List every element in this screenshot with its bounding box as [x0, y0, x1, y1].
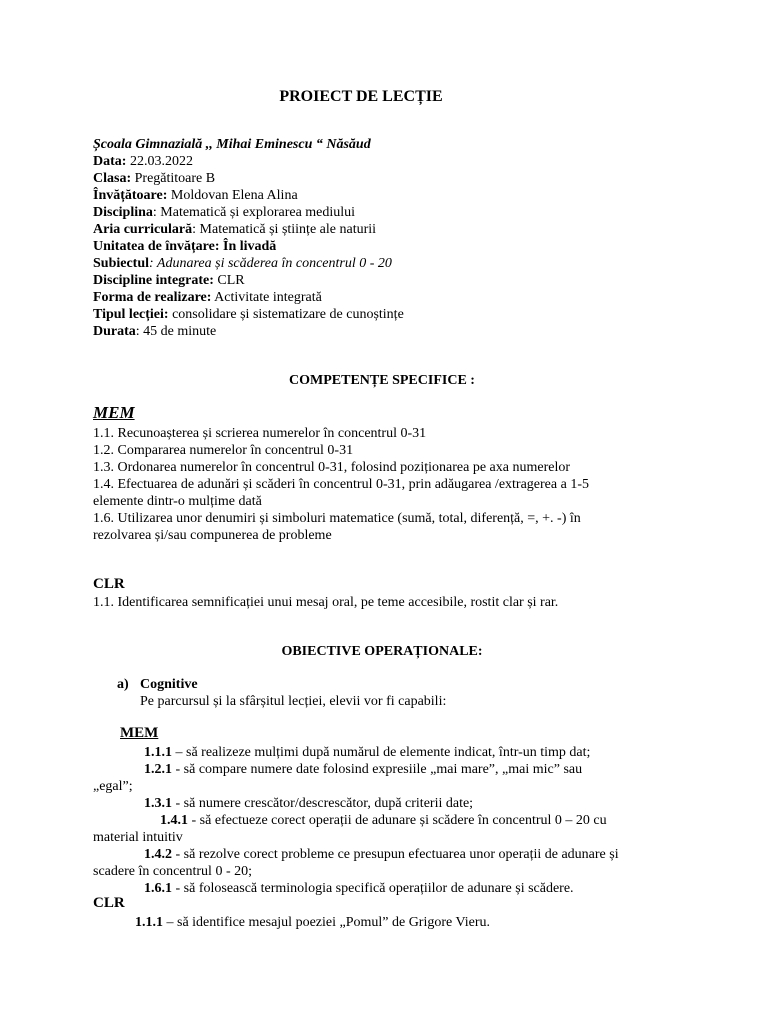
- competente-heading: COMPETENȚE SPECIFICE :: [289, 373, 475, 388]
- info-integrated-disciplines: Discipline integrate: CLR: [93, 273, 245, 288]
- obiective-clr-heading: CLR: [93, 895, 125, 911]
- obiective-mem-heading: MEM: [120, 725, 159, 741]
- competenta-line: elemente dintr-o mulțime dată: [93, 494, 262, 509]
- objective-item: 1.2.1 - să compare numere date folosind expresiile „mai mare”, „mai mic” sau: [144, 762, 583, 777]
- info-learning-unit: Unitatea de învățare: În livadă: [93, 239, 277, 254]
- competenta-line: 1.3. Ordonarea numerelor în concentrul 0-31, folosind poziționarea pe axa numerelor: [93, 460, 570, 475]
- info-form: Forma de realizare: Activitate integrată: [93, 290, 322, 305]
- competenta-clr-line: 1.1. Identificarea semnificației unui mesaj oral, pe teme accesibile, rostit clar și rar.: [93, 595, 559, 610]
- info-teacher: Învățătoare: Moldovan Elena Alina: [93, 188, 298, 203]
- objective-item: 1.4.2 - să rezolve corect probleme ce presupun efectuarea unor operații de adunare și: [144, 847, 619, 862]
- objective-item-continuation: scadere în concentrul 0 - 20;: [93, 864, 252, 879]
- info-duration: Durata: 45 de minute: [93, 324, 217, 339]
- competenta-line: 1.2. Compararea numerelor în concentrul 0-31: [93, 443, 354, 458]
- competenta-line: 1.1. Recunoașterea și scrierea numerelor în concentrul 0-31: [93, 426, 427, 441]
- info-curricular-area: Aria curriculară: Matematică și științe ale naturii: [93, 222, 377, 237]
- competenta-line: 1.4. Efectuarea de adunări și scăderi în concentrul 0-31, prin adăugarea /extragerea a 1-5: [93, 477, 589, 492]
- objective-item-continuation: „egal”;: [93, 779, 133, 794]
- info-discipline: Disciplina: Matematică și explorarea mediului: [93, 205, 356, 220]
- objective-clr-item: 1.1.1 – să identifice mesajul poeziei „Pomul” de Grigore Vieru.: [135, 915, 491, 930]
- objective-item-continuation: material intuitiv: [93, 830, 183, 845]
- school-name: Școala Gimnazială ,, Mihai Eminescu “ Năsăud: [93, 137, 371, 152]
- info-subject: Subiectul: Adunarea și scăderea în concentrul 0 - 20: [93, 256, 392, 271]
- objective-item: 1.3.1 - să numere crescător/descrescător, după criterii date;: [144, 796, 474, 811]
- competente-clr-heading: CLR: [93, 576, 125, 592]
- page-title: PROIECT DE LECȚIE: [279, 88, 443, 105]
- objective-item: 1.4.1 - să efectueze corect operații de adunare și scădere în concentrul 0 – 20 cu: [160, 813, 607, 828]
- competenta-line: 1.6. Utilizarea unor denumiri și simboluri matematice (sumă, total, diferență, =, +. -) în: [93, 511, 581, 526]
- info-date: Data: 22.03.2022: [93, 154, 193, 169]
- obiective-a-label: a): [117, 677, 129, 692]
- info-class: Clasa: Pregătitoare B: [93, 171, 216, 186]
- competenta-line: rezolvarea și/sau compunerea de probleme: [93, 528, 332, 543]
- objective-item: 1.6.1 - să folosească terminologia specifică operațiilor de adunare și scădere.: [144, 881, 574, 896]
- competente-mem-heading: MEM: [93, 403, 135, 422]
- objective-item: 1.1.1 – să realizeze mulțimi după numărul de elemente indicat, într-un timp dat;: [144, 745, 591, 760]
- obiective-heading: OBIECTIVE OPERAȚIONALE:: [281, 644, 483, 659]
- info-lesson-type: Tipul lecției: consolidare și sistematizare de cunoștințe: [93, 307, 404, 322]
- obiective-a-title: Cognitive: [140, 677, 198, 692]
- obiective-intro: Pe parcursul și la sfârșitul lecției, elevii vor fi capabili:: [140, 694, 447, 709]
